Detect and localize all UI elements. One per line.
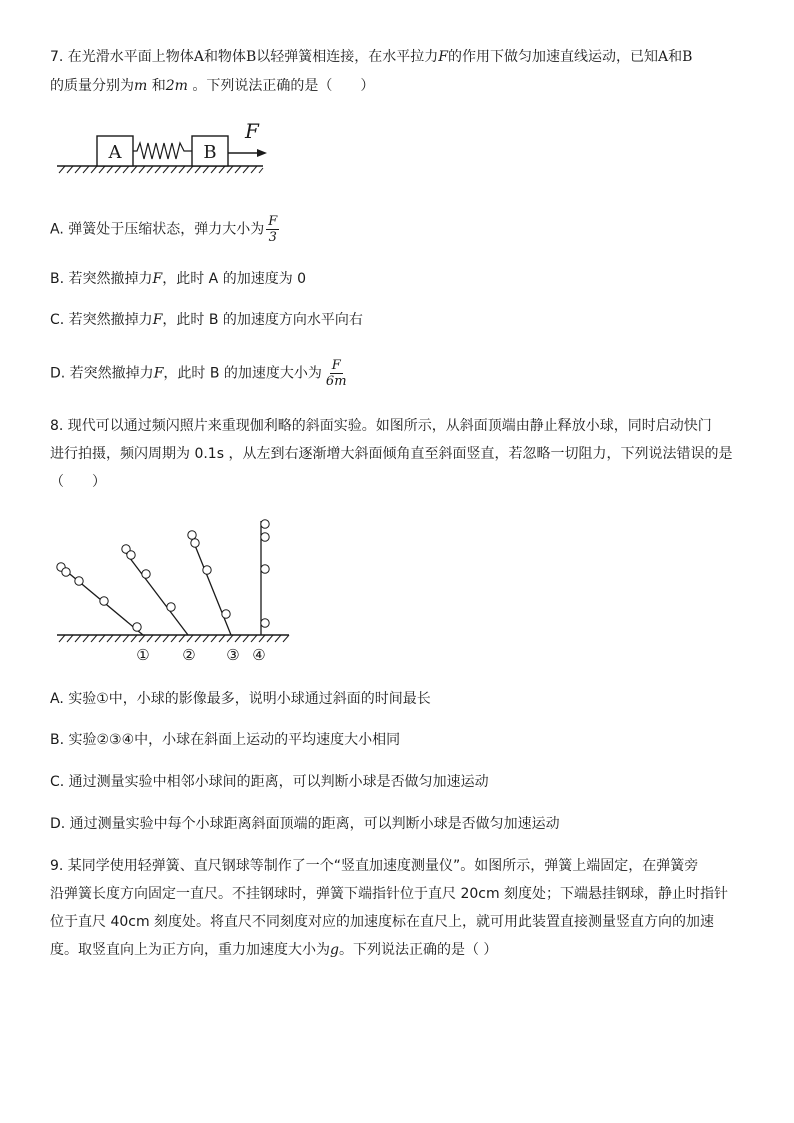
q7-option-a-fraction: $\frac{F}{3}$ — [268, 214, 278, 245]
q8-option-a[interactable]: A. 实验①中，小球的影像最多，说明小球通过斜面的时间最长 — [50, 691, 431, 707]
q7-option-c[interactable]: C. 若突然撤掉力F，此时 B 的加速度方向水平向右 — [50, 312, 363, 328]
q8-stem-line-3: （ ） — [50, 474, 106, 490]
ball — [261, 520, 269, 528]
q7-ground-hatch — [59, 166, 263, 173]
q8-label-1: ① — [136, 646, 150, 664]
q8-ground-hatch — [59, 635, 289, 642]
q8-stem-line-1: 8. 现代可以通过频闪照片来重现伽利略的斜面实验。如图所示，从斜面顶端由静止释放小球，同时启动快门 — [50, 418, 712, 434]
q7-option-d[interactable]: D. 若突然撤掉力F，此时 B 的加速度大小为 $\frac{F}{6m}$ — [50, 358, 347, 389]
q9-stem-line-2: 沿弹簧长度方向固定一直尺。不挂钢球时，弹簧下端指针位于直尺 20cm 刻度处；下端悬挂钢球，静止时指针 — [50, 886, 729, 902]
ball — [191, 539, 199, 547]
q7-spring — [133, 143, 192, 159]
q7-option-b[interactable]: B. 若突然撤掉力F，此时 A 的加速度为 0 — [50, 271, 307, 287]
q7-option-a[interactable]: A. 弹簧处于压缩状态，弹力大小为 $\frac{F}{3}$ — [50, 214, 278, 245]
q9-stem-line-3: 位于直尺 40cm 刻度处。将直尺不同刻度对应的加速度标在直尺上，就可用此装置直接测量竖直方向的加速 — [50, 914, 715, 930]
ball — [142, 570, 150, 578]
ball — [261, 619, 269, 627]
q7-stem-line-1: 7. 在光滑水平面上物体A和物体B以轻弹簧相连接，在水平拉力F的作用下做匀加速直线运动，已知A和B — [50, 49, 693, 65]
q8-label-4: ④ — [252, 646, 266, 664]
q8-option-b[interactable]: B. 实验②③④中，小球在斜面上运动的平均速度大小相同 — [50, 732, 401, 748]
q7-force-arrowhead — [257, 149, 267, 157]
q8-figure-inclines — [55, 515, 295, 667]
ball — [261, 533, 269, 541]
q7-block-a-label: A — [108, 142, 122, 163]
q7-stem-line-2: 的质量分别为m 和2m 。下列说法正确的是（ ） — [50, 78, 375, 94]
q9-stem-line-4: 度。取竖直向上为正方向，重力加速度大小为g。下列说法正确的是（ ） — [50, 942, 498, 958]
q8-incline-1-balls — [57, 563, 141, 631]
ball — [203, 566, 211, 574]
ball — [167, 603, 175, 611]
q9-stem-line-1: 9. 某同学使用轻弹簧、直尺钢球等制作了一个“竖直加速度测量仪”。如图所示，弹簧上端固定，在弹簧旁 — [50, 858, 699, 874]
ball — [75, 577, 83, 585]
q8-incline-4-balls — [261, 520, 269, 627]
ball — [100, 597, 108, 605]
q8-stem-line-2: 进行拍摄，频闪周期为 0.1s ，从左到右逐渐增大斜面倾角直至斜面竖直，若忽略一切阻力，下列说法错误的是 — [50, 446, 733, 462]
q8-incline-2 — [123, 549, 188, 635]
q8-option-d[interactable]: D. 通过测量实验中每个小球距离斜面顶端的距离，可以判断小球是否做匀加速运动 — [50, 816, 560, 832]
ball — [188, 531, 196, 539]
ball — [127, 551, 135, 559]
ball — [261, 565, 269, 573]
ball — [62, 568, 70, 576]
ball — [222, 610, 230, 618]
ball — [133, 623, 141, 631]
q8-label-2: ② — [182, 646, 196, 664]
q8-label-3: ③ — [226, 646, 240, 664]
q7-figure-spring-blocks — [55, 118, 275, 180]
q8-incline-2-balls — [122, 545, 175, 611]
q7-block-b-label: B — [203, 142, 217, 163]
q7-option-d-fraction: $\frac{F}{6m}$ — [325, 358, 347, 389]
q8-incline-3-balls — [188, 531, 230, 618]
q8-incline-3 — [190, 533, 231, 635]
q8-option-c[interactable]: C. 通过测量实验中相邻小球间的距离，可以判断小球是否做匀加速运动 — [50, 774, 489, 790]
q7-force-label: F — [245, 119, 259, 143]
